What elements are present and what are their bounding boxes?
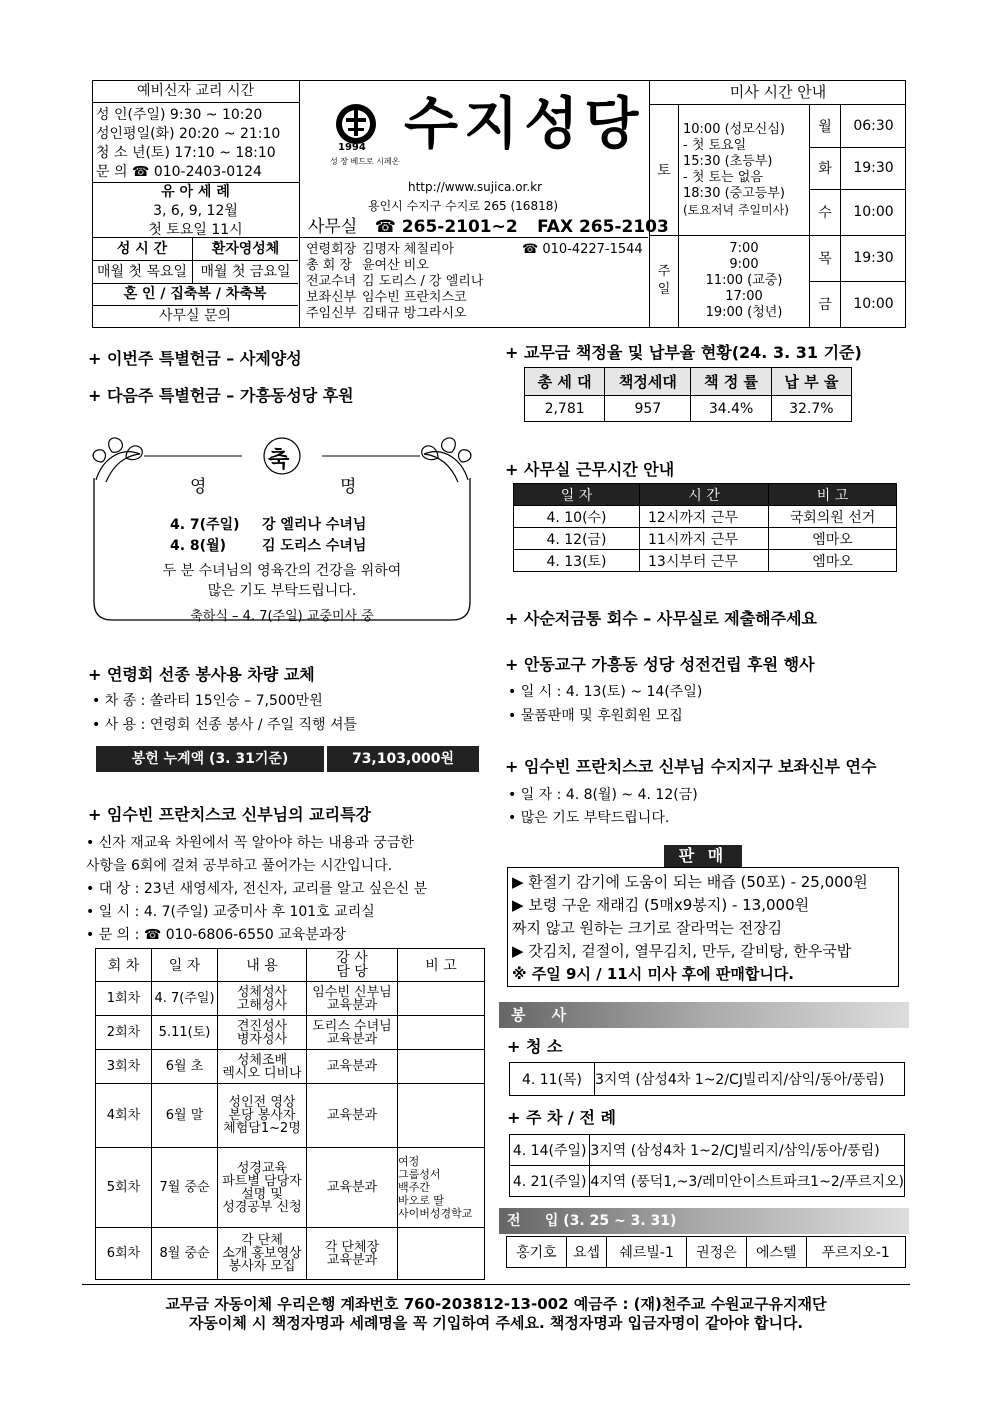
catechism-title: 예비신자 교리 시간 [92,80,299,103]
training-info [508,784,698,830]
staff-name: 윤여산 비오 [362,258,429,273]
lent-savings-notice: + 사순저금통 회수 – 사무실로 제출해주세요 [505,609,818,628]
table-cell: 교육분과 [307,1084,398,1148]
sale-line: ※ 주일 9시 / 11시 미사 후에 판매합니다. [512,965,794,983]
table-cell [398,1050,485,1084]
parish-address: 용인시 수지구 수지로 265 (16818) [368,199,559,213]
table-cell: 2회차 [96,1016,152,1050]
table-cell: 도리스 수녀님 교육분과 [307,1016,398,1050]
lecture-title: + 임수빈 프란치스코 신부님의 교리특강 [88,805,371,824]
training-title: + 임수빈 프란치스코 신부님 수지지구 보좌신부 연수 [505,757,877,776]
table-cell: 교육분과 [307,1148,398,1228]
weekday-time: 06:30 [841,105,907,147]
table-row [96,1084,485,1148]
table-cell: 4. 11(목) [510,1063,595,1096]
lecture-item: • 신자 재교육 차원에서 꼭 알아야 하는 내용과 궁금한 [86,835,414,851]
table-row [96,1016,485,1050]
feast-date: 4. 8(월) [170,538,226,554]
staff-name: 김명자 체칠리아 [362,242,455,257]
footer-line: 교무금 자동이체 우리은행 계좌번호 760-203812-13-002 예금주 : (재)천주교 수원교구유지재단 [165,1295,827,1313]
table-cell: 교육분과 [307,1050,398,1084]
footer-line: 자동이체 시 책정자명과 세례명을 꼭 기입하여 주세요. 책정자명과 입금자명이 같아야 합니다. [188,1314,804,1332]
feast-date: 4. 7(주일) [170,517,240,533]
table-row [96,1228,485,1280]
weekday-label: 목 [810,235,841,281]
table-row [514,528,897,550]
lecture-item: • 문 의 : ☎ 010-6806-6550 교육분과장 [86,927,346,943]
table-cell: 에스텔 [746,1237,806,1268]
parish-url[interactable]: http://www.sujica.or.kr [408,180,543,194]
staff-role: 보좌신부 [306,290,357,305]
sick-communion-title: 환자영성체 [193,238,298,261]
table-cell: 8월 중순 [152,1228,218,1280]
table-cell: 요셉 [566,1237,606,1268]
weekday-time: 10:00 [841,189,907,235]
table-cell [398,1228,485,1280]
special-offering-this-week: + 이번주 특별헌금 – 사제양성 [88,349,302,368]
catechism-line: 성인평일(화) 20:20 ~ 21:10 [96,126,281,142]
table-cell: 2,781 [525,396,605,422]
logo-motto: 성 장 베드로 시페온 [330,157,400,166]
table-cell: 홍기호 [507,1237,567,1268]
weekday-label: 수 [810,189,841,235]
table-header: 총 세 대 [525,368,605,396]
table-cell: 3회차 [96,1050,152,1084]
feast-note: 축하식 – 4. 7(주일) 교중미사 중 [190,609,374,624]
table-cell: 쉐르빌-1 [607,1237,687,1268]
andong-info [508,680,702,728]
table-cell: 34.4% [691,396,771,422]
service-bar: 봉 사 [499,1002,909,1028]
table-cell: 권정은 [687,1237,747,1268]
table-cell: 957 [605,396,691,422]
table-cell: 32.7% [771,396,851,422]
parking-table [509,1134,905,1197]
parish-logo [330,90,410,172]
table-cell: 3지역 (삼성4차 1~2/CJ빌리지/삼익/동아/풍림) [595,1063,905,1096]
parking-title: + 주 차 / 전 례 [507,1108,616,1127]
table-row [96,1050,485,1084]
lecture-schedule-table [95,948,485,1280]
weekday-time: 10:00 [841,281,907,327]
office-hours-title: + 사무실 근무시간 안내 [505,460,675,479]
table-cell: 성체성사 고해성사 [218,982,307,1016]
lecture-item: 사항을 6회에 걸쳐 공부하고 풀어가는 시간입니다. [86,858,393,874]
andong-item: • 물품판매 및 후원회원 모집 [508,708,683,724]
staff-name: 김 도리스 / 강 엘리나 [362,274,484,289]
table-cell: 각 단체장 교육분과 [307,1228,398,1280]
staff-role: 주임신부 [306,306,357,321]
saturday-time: - 첫 토는 없음 [683,169,763,185]
table-cell: 6회차 [96,1228,152,1280]
sale-box [507,867,899,987]
table-cell: 엠마오 [769,550,897,572]
cleaning-table [509,1062,905,1096]
table-cell: 4. 14(주일) [510,1135,590,1166]
feast-card [82,432,482,632]
weekday-time: 19:30 [841,147,907,189]
infant-baptism-title: 유 아 세 례 [161,184,230,200]
staff-phone: ☎ 010-4227-1544 [522,242,643,257]
table-row [96,982,485,1016]
staff-role: 총 회 장 [306,258,352,273]
sale-line: ▶ 환절기 감기에 도움이 되는 배즙 (50포) - 25,000원 [512,873,868,891]
office-label: 사무실 [308,217,358,237]
parish-name: 수지성당 [404,92,645,157]
table-cell: 성인전 영상 본당 봉사자 체험담1~2명 [218,1084,307,1148]
header-left [92,80,300,328]
table-header: 일 자 [514,484,640,506]
table-cell: 12시까지 근무 [640,506,769,528]
saturday-time: 18:30 (중고등부) [683,185,785,201]
infant-baptism-line: 첫 토요일 11시 [148,222,243,238]
table-cell: 견진성사 병자성사 [218,1016,307,1050]
table-cell: 4. 7(주일) [152,982,218,1016]
table-header: 일 자 [152,949,218,982]
table-header: 시 간 [640,484,769,506]
table-cell: 국회의원 선거 [769,506,897,528]
holy-hour-value: 매월 첫 목요일 [96,264,188,280]
table-cell: 6월 말 [152,1084,218,1148]
sale-line: 짜지 않고 원하는 크기로 잘라먹는 전장김 [512,919,783,937]
table-cell: 성체조배 렉시오 디비나 [218,1050,307,1084]
feast-name: 김 도리스 수녀님 [262,538,367,554]
lecture-item: • 일 시 : 4. 7(주일) 교중미사 후 101호 교리실 [86,904,375,920]
sunday-time: 7:00 [729,241,759,257]
feast-badge: 축 [268,448,290,473]
feast-title-right: 명 [340,477,357,497]
table-cell: 엠마오 [769,528,897,550]
table-cell: 4. 10(수) [514,506,640,528]
table-header: 납 부 율 [771,368,851,396]
table-cell: 4회차 [96,1084,152,1148]
cleaning-title: + 청 소 [507,1037,563,1056]
saturday-time: 15:30 (초등부) [683,153,773,169]
dues-table [524,367,852,422]
staff-name: 임수빈 프란치스코 [362,290,467,305]
saturday-time: (토요저녁 주일미사) [683,202,789,217]
mass-title: 미사 시간 안내 [650,80,906,105]
vehicle-title: + 연령회 선종 봉사용 차량 교체 [88,665,315,684]
donation-label: 봉헌 누계액 (3. 31기준) [96,746,324,772]
donation-value: 73,103,000원 [327,746,479,772]
staff-list [300,237,648,322]
table-cell: 11시까지 근무 [640,528,769,550]
feast-message: 많은 기도 부탁드립니다. [207,583,357,599]
sunday-time: 17:00 [725,289,763,305]
holy-hour-title: 성 시 간 [92,238,192,261]
table-row [96,1148,485,1228]
table-header: 내 용 [218,949,307,982]
saturday-time: - 첫 토요일 [683,137,747,153]
lecture-item: • 대 상 : 23년 새영세자, 전신자, 교리를 알고 싶은신 분 [86,881,428,897]
table-cell: 5회차 [96,1148,152,1228]
sunday-label: 주일 [657,264,671,298]
weekday-label: 금 [810,281,841,327]
training-item: • 일 자 : 4. 8(월) ~ 4. 12(금) [508,787,698,803]
feast-message: 두 분 수녀님의 영육간의 건강을 위하여 [162,563,402,579]
logo-year: 1994 [338,142,366,153]
table-cell: 푸르지오-1 [806,1237,905,1268]
transfer-table [506,1236,906,1268]
weekday-label: 월 [810,105,841,147]
catechism-line: 성 인(주일) 9:30 ~ 10:20 [96,107,263,123]
table-cell: 4. 21(주일) [510,1166,590,1197]
table-cell: 1회차 [96,982,152,1016]
training-item: • 많은 기도 부탁드립니다. [508,810,670,826]
table-cell: 4. 13(토) [514,550,640,572]
table-header: 비 고 [769,484,897,506]
mass-schedule [650,80,906,328]
feast-line [170,514,366,534]
andong-item: • 일 시 : 4. 13(토) ~ 14(주일) [508,684,703,700]
office-fax: FAX 265-2103 [537,217,669,237]
catechism-lines [92,103,299,182]
dues-title: + 교무금 책정율 및 납부율 현황(24. 3. 31 기준) [505,343,862,362]
table-cell: 4지역 (풍덕1,~3/레미안이스트파크1~2/푸르지오) [590,1166,905,1197]
table-cell: 여정 그룹성서 백주간 바오로 딸 사이버성경학교 [398,1148,485,1228]
transfer-bar: 전 입 (3. 25 ~ 3. 31) [499,1208,909,1234]
sale-line: ▶ 보령 구운 재래김 (5매x9봉지) - 13,000원 [512,896,810,914]
office-phone: ☎ 265-2101~2 [374,217,518,237]
lecture-info [86,832,427,947]
sunday-time: 9:00 [729,257,759,273]
sale-line: ▶ 갓김치, 겉절이, 열무김치, 만두, 갈비탕, 한우국밥 [512,942,852,960]
saturday-time: 10:00 (성모신심) [683,121,785,137]
table-header: 회 차 [96,949,152,982]
sick-communion-value: 매월 첫 금요일 [200,264,291,280]
feast-name: 강 엘리나 수녀님 [262,517,367,533]
feast-title-left: 영 [190,477,207,497]
wedding-title: 혼 인 / 집축복 / 차축복 [92,284,298,306]
table-header: 책 정 률 [691,368,771,396]
sunday-time: 19:00 (청년) [705,305,783,321]
vehicle-item: • 사 용 : 연령회 선종 봉사 / 주일 직행 셔틀 [92,717,358,733]
table-row [514,506,897,528]
table-cell: 각 단체 소개 홍보영상 봉사자 모집 [218,1228,307,1280]
saturday-label: 토 [650,105,679,235]
table-cell: 임수빈 신부님 교육분과 [307,982,398,1016]
weekday-time: 19:30 [841,235,907,281]
staff-role: 전교수녀 [306,274,357,289]
infant-baptism-line: 3, 6, 9, 12월 [153,203,238,219]
table-row [514,550,897,572]
table-header: 책정세대 [605,368,691,396]
table-cell [398,1084,485,1148]
table-cell: 6월 초 [152,1050,218,1084]
table-header: 강 사 담 당 [307,949,398,982]
sale-badge: 판 매 [664,845,742,867]
footer-rule [82,1284,910,1285]
staff-role: 연령회장 [306,242,357,257]
office-contact [308,212,669,237]
feast-line [170,535,366,555]
wedding-value: 사무실 문의 [158,308,232,324]
catechism-line: 문 의 ☎ 010-2403-0124 [96,164,262,180]
weekday-label: 화 [810,147,841,189]
table-cell [398,1016,485,1050]
special-offering-next-week: + 다음주 특별헌금 – 가흥동성당 후원 [88,386,354,405]
andong-title: + 안동교구 가흥동 성당 성전건립 후원 행사 [505,655,815,674]
table-cell: 7월 중순 [152,1148,218,1228]
office-hours-table [513,483,897,572]
vehicle-item: • 차 종 : 쏠라티 15인승 – 7,500만원 [92,693,323,709]
table-cell [398,982,485,1016]
table-header: 비 고 [398,949,485,982]
sunday-time: 11:00 (교중) [705,273,783,289]
table-cell: 5.11(토) [152,1016,218,1050]
table-cell: 4. 12(금) [514,528,640,550]
staff-name: 김태규 방그라시오 [362,306,467,321]
catechism-line: 청 소 년(토) 17:10 ~ 18:10 [96,145,276,161]
table-cell: 성경교육 파트별 담당자 설명 및 성경공부 신청 [218,1148,307,1228]
table-cell: 13시부터 근무 [640,550,769,572]
table-cell: 3지역 (삼성4차 1~2/CJ빌리지/삼익/동아/풍림) [590,1135,905,1166]
